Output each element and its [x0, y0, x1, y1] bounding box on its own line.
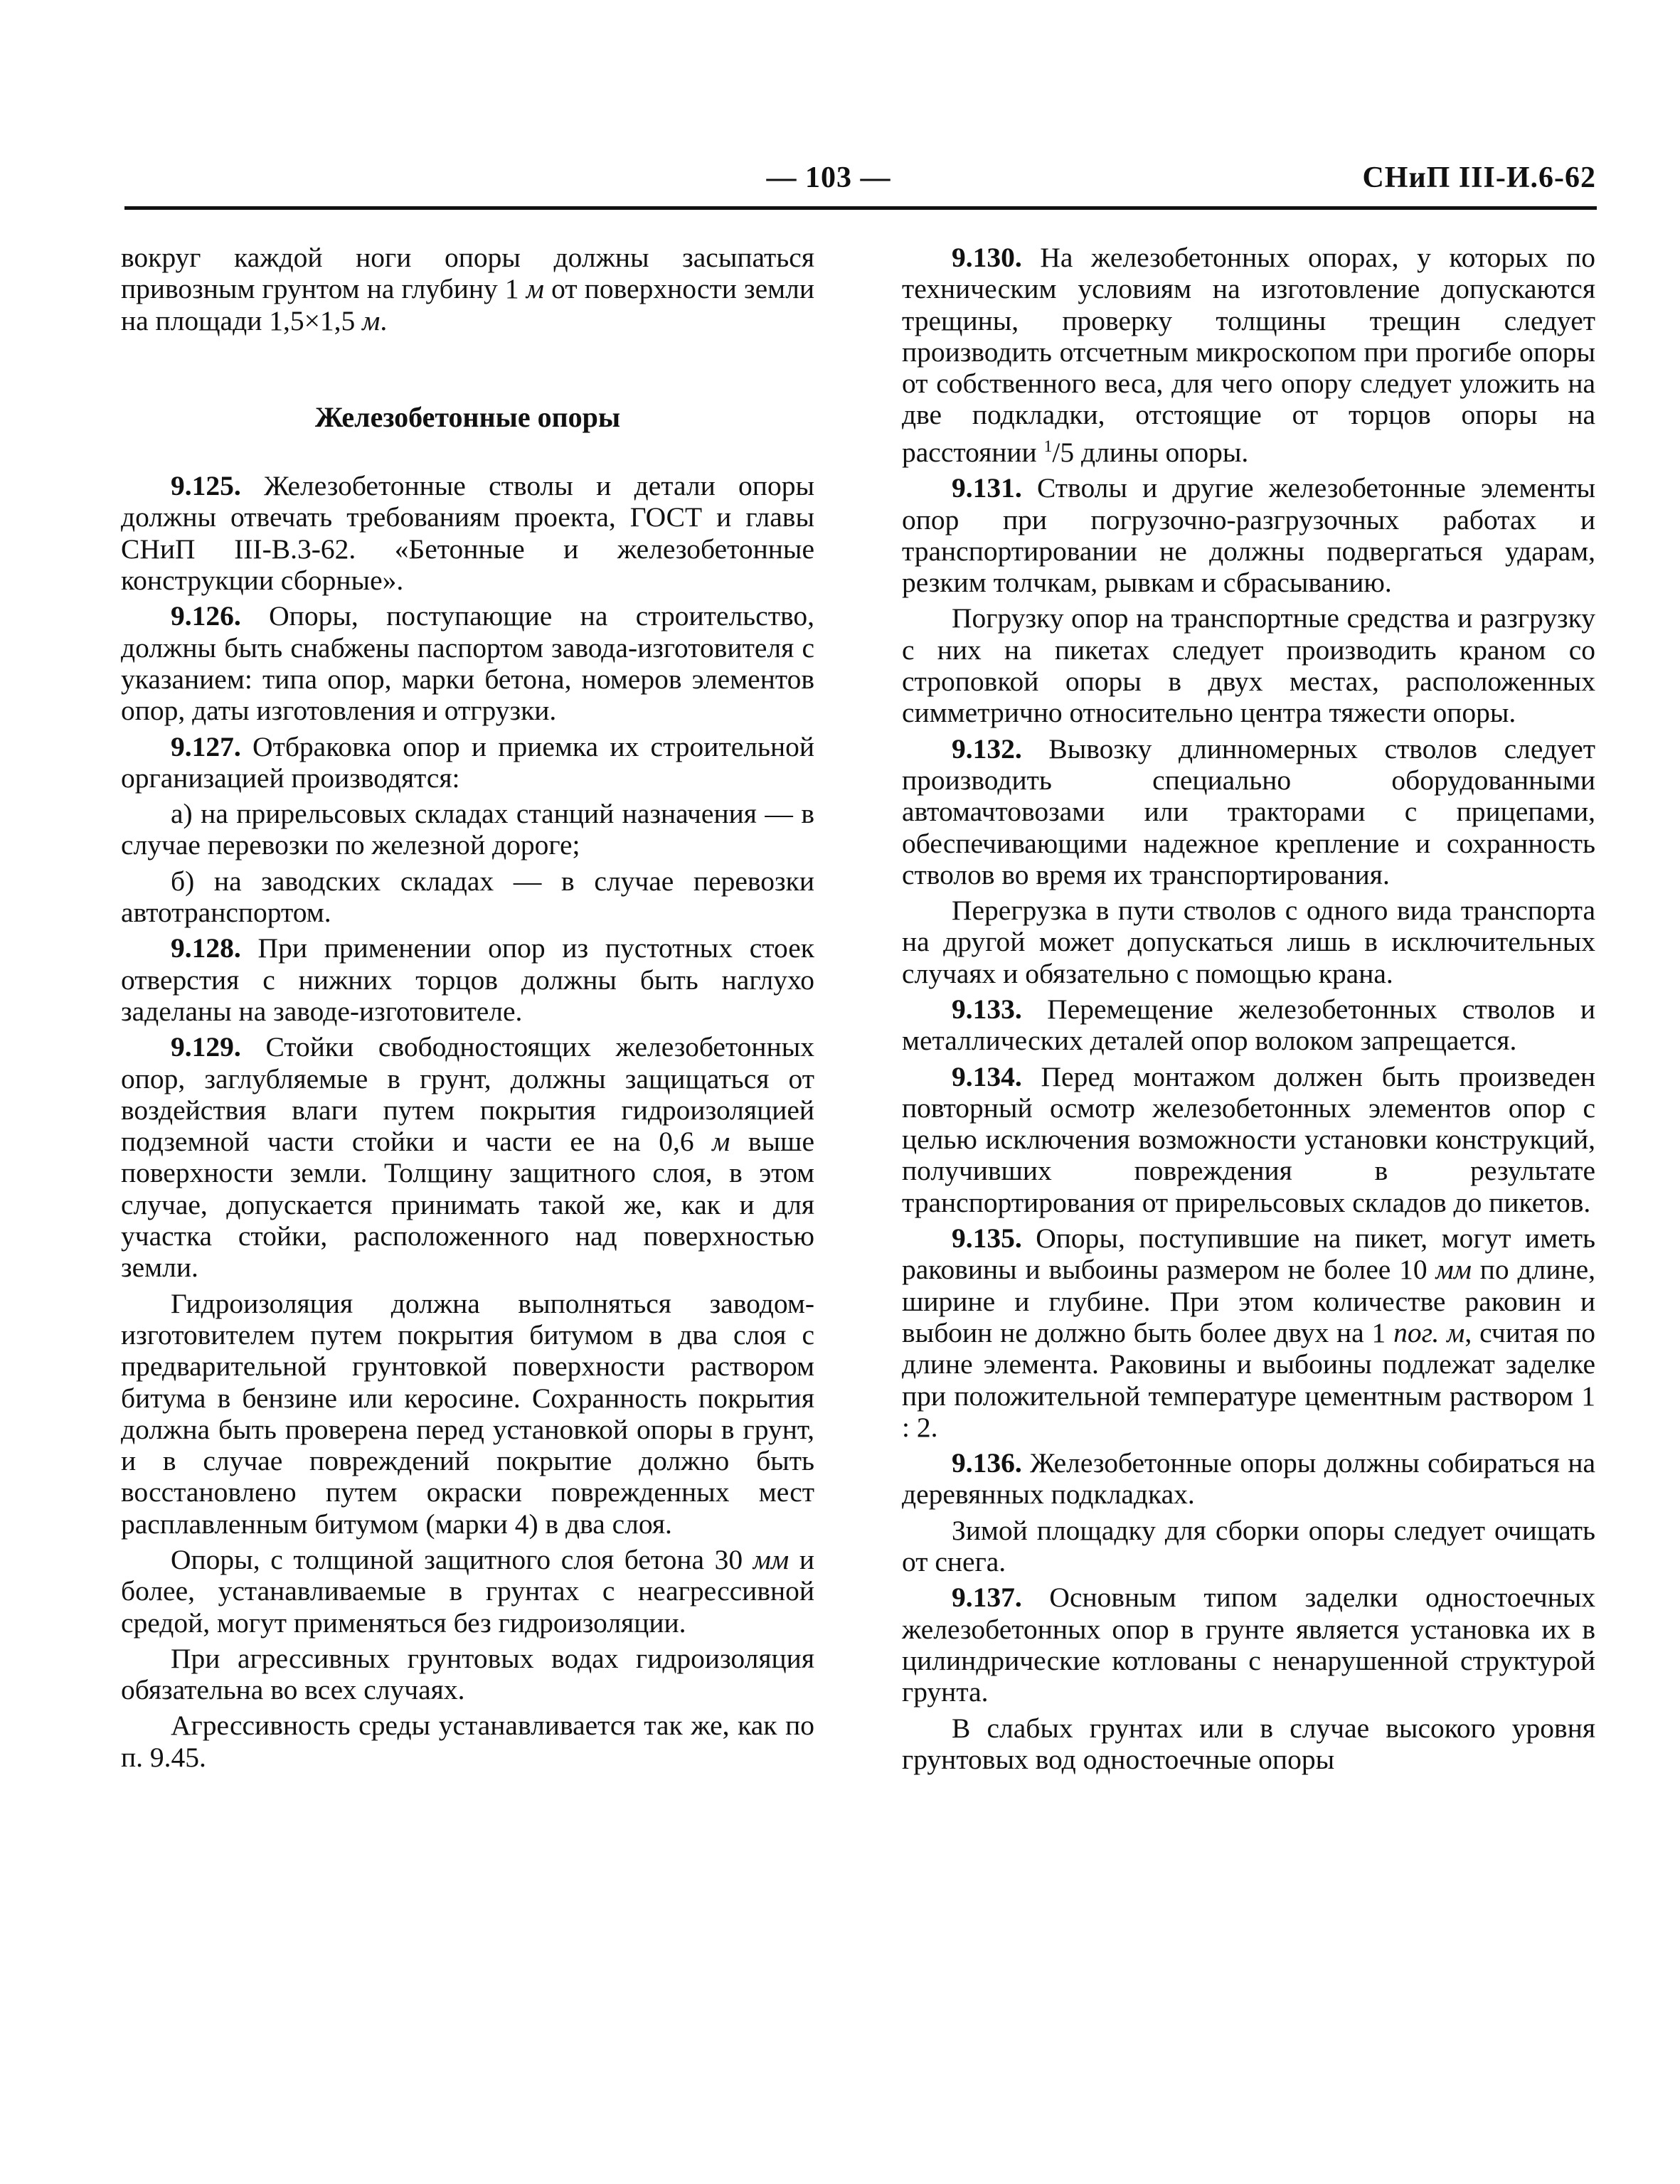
- paragraph-9-132: 9.132. Вывозку длинномерных стволов следует производить специально оборудованными автомачтовозами или тракторами с прицепами, обеспечивающими надежное крепление и сохранность стволов во время их транспортирования.: [902, 733, 1595, 890]
- paragraph-9-130: 9.130. На железобетонных опорах, у которых по техническим условиям на изготовление допускаются трещины, проверку толщины трещин следует производить отсчетным микроскопом при прогибе опоры от собственного веса, для чего опору следует уложить на две подкладки, отстоящие от торцов опоры на расстоянии $^1$/5 длины опоры.: [902, 242, 1595, 468]
- paragraph-winter: Зимой площадку для сборки опоры следует очищать от снега.: [902, 1514, 1595, 1578]
- paragraph-9-125: 9.125. Железобетонные стволы и детали опоры должны отвечать требованиям проекта, ГОСТ и главы СНиП III-В.3-62. «Бетонные и железобетонные конструкции сборные».: [121, 470, 814, 597]
- right-column: [902, 242, 1595, 1779]
- paragraph-continuation: вокруг каждой ноги опоры должны засыпаться привозным грунтом на глубину 1 м от поверхности земли на площади 1,5×1,5 м.: [121, 242, 815, 336]
- paragraph-9-136: 9.136. Железобетонные опоры должны собираться на деревянных подкладках.: [902, 1447, 1595, 1511]
- left-column: [121, 242, 814, 1777]
- paragraph-9-134: 9.134. Перед монтажом должен быть произведен повторный осмотр железобетонных элементов опор с целью исключения возможности установки конструкций, получивших повреждения в результате транспортирования от прирельсовых складов до пикетов.: [902, 1060, 1595, 1218]
- paragraph-9-126: 9.126. Опоры, поступающие на строительство, должны быть снабжены паспортом завода-изготовителя с указанием: типа опор, марки бетона, номеров элементов опор, даты изготовления и отгрузки.: [121, 600, 814, 727]
- paragraph-9-127-b: б) на заводских складах — в случае перевозки автотранспортом.: [121, 865, 814, 929]
- paragraph-9-133: 9.133. Перемещение железобетонных стволов и металлических деталей опор волоком запрещается.: [902, 993, 1595, 1057]
- paragraph-9-127-a: а) на прирельсовых складах станций назначения — в случае перевозки по железной дороге;: [121, 798, 814, 861]
- paragraph-aggressiveness: Агрессивность среды устанавливается так же, как по п. 9.45.: [121, 1710, 814, 1773]
- paragraph-9-127: 9.127. Отбраковка опор и приемка их строительной организацией производятся:: [121, 730, 814, 794]
- page-number: — 103 —: [766, 161, 891, 194]
- paragraph-9-128: 9.128. При применении опор из пустотных стоек отверстия с нижних торцов должны быть наглухо заделаны на заводе-изготовителе.: [121, 932, 814, 1027]
- document-code: СНиП III-И.6-62: [1362, 161, 1596, 194]
- paragraph-9-131: 9.131. Стволы и другие железобетонные элементы опор при погрузочно-разгрузочных работах и транспортировании не должны подвергаться ударам, резким толчкам, рывкам и сбрасыванию.: [902, 472, 1595, 599]
- header-rule: [124, 206, 1597, 210]
- paragraph-9-129: 9.129. Стойки свободностоящих железобетонных опор, заглубляемые в грунт, должны защищаться от воздействия влаги путем покрытия гидроизоляцией подземной части стойки и части ее на 0,6 м выше поверхности земли. Толщину защитного слоя, в этом случае, допускается принимать такой же, как и для участка стойки, расположенного над поверхностью земли.: [121, 1031, 815, 1284]
- paragraph-loading: Погрузку опор на транспортные средства и разгрузку с них на пикетах следует производить краном со строповкой опоры в двух местах, расположенных симметрично относительно центра тяжести опоры.: [902, 602, 1595, 729]
- paragraph-aggressive-water: При агрессивных грунтовых водах гидроизоляция обязательна во всех случаях.: [121, 1642, 814, 1706]
- paragraph-weak-soils: В слабых грунтах или в случае высокого уровня грунтовых вод одностоечные опоры: [902, 1712, 1595, 1775]
- paragraph-9-135: 9.135. Опоры, поступившие на пикет, могут иметь раковины и выбоины размером не более 10 мм по длине, ширине и глубине. При этом количестве раковин и выбоин не должно быть более двух на 1 пог. м, считая по длине элемента. Раковины и выбоины подлежат заделке при положительной температуре цементным раствором 1 : 2.: [902, 1222, 1596, 1443]
- paragraph-hydroisolation: Гидроизоляция должна выполняться заводом-изготовителем путем покрытия битумом в два слоя с предварительной грунтовкой поверхности раствором битума в бензине или керосине. Сохранность покрытия должна быть проверена перед установкой опоры в грунт, и в случае повреждений покрытие должно быть восстановлено путем окраски поврежденных мест расплавленным битумом (марки 4) в два слоя.: [121, 1287, 814, 1540]
- paragraph-9-137: 9.137. Основным типом заделки одностоечных железобетонных опор в грунте является установка их в цилиндрические котлованы с ненарушенной структурой грунта.: [902, 1582, 1595, 1708]
- paragraph-protective-layer: Опоры, с толщиной защитного слоя бетона 30 мм и более, устанавливаемые в грунтах с неагрессивной средой, могут применяться без гидроизоляции.: [121, 1543, 814, 1639]
- paragraph-reloading: Перегрузка в пути стволов с одного вида транспорта на другой может допускаться лишь в исключительных случаях и обязательно с помощью крана.: [902, 895, 1595, 989]
- section-heading: Железобетонные опоры: [314, 400, 621, 433]
